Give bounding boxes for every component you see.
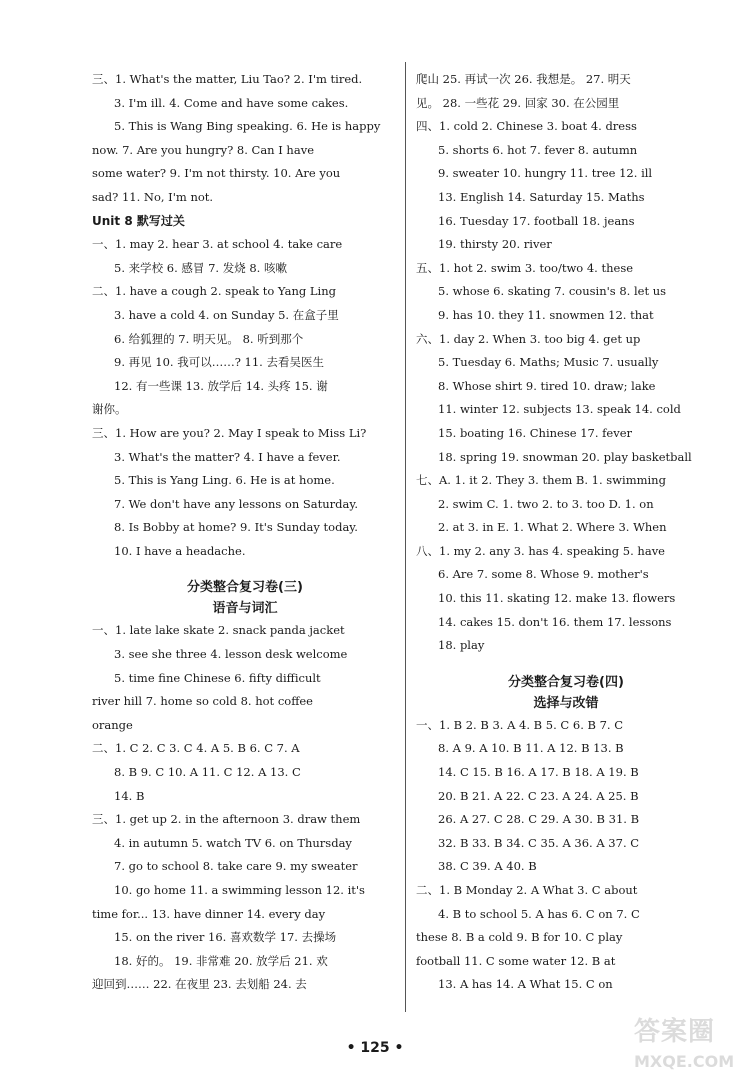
answer-line: 16. Tuesday 17. football 18. jeans xyxy=(438,213,635,228)
left-column xyxy=(92,68,398,997)
answer-line: 14. cakes 15. don't 16. them 17. lessons xyxy=(438,614,672,629)
watermark-logo-text: 答案圈 xyxy=(634,1017,716,1047)
answer-line: football 11. C some water 12. B at xyxy=(416,953,616,968)
answer-line: 9. has 10. they 11. snowmen 12. that xyxy=(438,307,654,322)
answer-line: 8. Whose shirt 9. tired 10. draw; lake xyxy=(438,378,656,393)
answer-line: 2. swim C. 1. two 2. to 3. too D. 1. on xyxy=(438,496,654,511)
answer-line: 13. A has 14. A What 15. C on xyxy=(438,977,613,992)
answer-line: orange xyxy=(92,717,133,732)
answer-line: 8. B 9. C 10. A 11. C 12. A 13. C xyxy=(114,765,301,780)
answer-line: 二、1. have a cough 2. speak to Yang Ling xyxy=(92,284,336,299)
answer-line: 32. B 33. B 34. C 35. A 36. A 37. C xyxy=(438,835,640,850)
page-number: • 125 • xyxy=(346,1040,404,1056)
answer-line: 6. 给狐狸的 7. 明天见。 8. 听到那个 xyxy=(114,331,304,346)
answer-line: 3. I'm ill. 4. Come and have some cakes. xyxy=(114,95,349,110)
answer-line: 10. this 11. skating 12. make 13. flowers xyxy=(438,591,676,606)
answer-line: 五、1. hot 2. swim 3. too/two 4. these xyxy=(416,260,634,275)
answer-line: 20. B 21. A 22. C 23. A 24. A 25. B xyxy=(438,788,639,803)
answer-line: these 8. B a cold 9. B for 10. C play xyxy=(416,930,623,945)
answer-line: 8. A 9. A 10. B 11. A 12. B 13. B xyxy=(438,741,624,756)
answer-line: 15. boating 16. Chinese 17. fever xyxy=(438,425,633,440)
right-column xyxy=(416,68,716,997)
answer-line: 2. at 3. in E. 1. What 2. Where 3. When xyxy=(438,520,667,535)
answer-line: 七、A. 1. it 2. They 3. them B. 1. swimming xyxy=(416,473,666,488)
answer-line: 一、1. B 2. B 3. A 4. B 5. C 6. B 7. C xyxy=(416,717,624,732)
section-title: 分类整合复习卷(三) xyxy=(187,580,303,596)
answer-line: 5. shorts 6. hot 7. fever 8. autumn xyxy=(438,142,638,157)
answer-line: 8. Is Bobby at home? 9. It's Sunday today. xyxy=(114,520,358,535)
answer-line: 13. English 14. Saturday 15. Maths xyxy=(438,189,645,204)
answer-line: 18. play xyxy=(438,638,485,653)
answer-line: 15. on the river 16. 喜欢数学 17. 去操场 xyxy=(114,930,337,945)
answer-line: 八、1. my 2. any 3. has 4. speaking 5. have xyxy=(416,543,665,558)
answer-line: time for... 13. have dinner 14. every day xyxy=(92,906,326,921)
answer-line: 3. see she three 4. lesson desk welcome xyxy=(114,647,348,662)
answer-line: 三、1. How are you? 2. May I speak to Miss Li? xyxy=(92,425,367,440)
answer-line: 见。 28. 一些花 29. 回家 30. 在公园里 xyxy=(416,95,620,110)
answer-line: river hill 7. home so cold 8. hot coffee xyxy=(92,694,313,709)
answer-line: 19. thirsty 20. river xyxy=(438,237,552,252)
answer-line: 迎回到…… 22. 在夜里 23. 去划船 24. 去 xyxy=(92,977,307,992)
spacer xyxy=(92,563,398,577)
answer-line: 3. What's the matter? 4. I have a fever. xyxy=(114,449,341,464)
answer-line: 10. go home 11. a swimming lesson 12. it's xyxy=(114,883,365,897)
answer-line: 5. This is Wang Bing speaking. 6. He is happy xyxy=(114,119,381,134)
answer-line: 5. whose 6. skating 7. cousin's 8. let us xyxy=(438,284,667,299)
answer-line: 38. C 39. A 40. B xyxy=(438,859,537,874)
answer-line: 爬山 25. 再试一次 26. 我想是。 27. 明天 xyxy=(416,72,631,86)
answer-line: 三、1. What's the matter, Liu Tao? 2. I'm tired. xyxy=(92,72,363,86)
site-watermark xyxy=(630,1009,742,1073)
answer-line: 18. spring 19. snowman 20. play basketball xyxy=(438,449,692,464)
answer-line: 二、1. B Monday 2. A What 3. C about xyxy=(416,883,638,897)
answer-line: 5. 来学校 6. 感冒 7. 发烧 8. 咳嗽 xyxy=(114,260,287,275)
spacer xyxy=(416,658,716,672)
answer-line: 6. Are 7. some 8. Whose 9. mother's xyxy=(438,567,649,582)
answer-line: 11. winter 12. subjects 13. speak 14. cold xyxy=(438,402,681,417)
answer-line: 5. Tuesday 6. Maths; Music 7. usually xyxy=(438,355,659,370)
answer-line: 7. go to school 8. take care 9. my sweater xyxy=(114,859,358,874)
watermark-url-text: MXQE.COM xyxy=(634,1052,735,1071)
answer-line: 7. We don't have any lessons on Saturday. xyxy=(114,496,358,511)
answer-line: 3. have a cold 4. on Sunday 5. 在盒子里 xyxy=(114,307,339,322)
section-title: 语音与词汇 xyxy=(212,601,278,617)
answer-line: 四、1. cold 2. Chinese 3. boat 4. dress xyxy=(416,119,637,134)
answer-line: 12. 有一些课 13. 放学后 14. 头疼 15. 谢 xyxy=(114,378,328,393)
answer-line: 14. C 15. B 16. A 17. B 18. A 19. B xyxy=(438,765,639,780)
answer-line: 14. B xyxy=(114,788,145,803)
column-divider xyxy=(405,62,406,1012)
answer-line: 4. B to school 5. A has 6. C on 7. C xyxy=(438,906,640,921)
section-title: 分类整合复习卷(四) xyxy=(508,674,624,690)
answer-line: 4. in autumn 5. watch TV 6. on Thursday xyxy=(114,835,352,850)
answer-line: 三、1. get up 2. in the afternoon 3. draw them xyxy=(92,812,361,827)
answer-line: 谢你。 xyxy=(92,402,127,417)
answer-line: some water? 9. I'm not thirsty. 10. Are you xyxy=(92,166,341,181)
section-title: 选择与改错 xyxy=(533,695,599,711)
unit-heading: Unit 8 默写过关 xyxy=(92,213,185,228)
answer-line: 9. 再见 10. 我可以……? 11. 去看吴医生 xyxy=(114,355,324,370)
answer-line: 9. sweater 10. hungry 11. tree 12. ill xyxy=(438,166,653,181)
answer-line: 26. A 27. C 28. C 29. A 30. B 31. B xyxy=(438,812,640,827)
answer-line: 5. This is Yang Ling. 6. He is at home. xyxy=(114,473,335,488)
answer-line: 二、1. C 2. C 3. C 4. A 5. B 6. C 7. A xyxy=(92,741,300,756)
answer-line: 10. I have a headache. xyxy=(114,543,246,558)
answer-line: sad? 11. No, I'm not. xyxy=(92,189,214,204)
answer-line: 5. time fine Chinese 6. fifty difficult xyxy=(114,670,321,685)
answer-line: 一、1. late lake skate 2. snack panda jacket xyxy=(92,623,345,638)
answer-line: 一、1. may 2. hear 3. at school 4. take care xyxy=(92,237,343,252)
answer-line: now. 7. Are you hungry? 8. Can I have xyxy=(92,142,314,157)
answer-line: 18. 好的。 19. 非常难 20. 放学后 21. 欢 xyxy=(114,953,328,968)
answer-line: 六、1. day 2. When 3. too big 4. get up xyxy=(416,331,641,346)
